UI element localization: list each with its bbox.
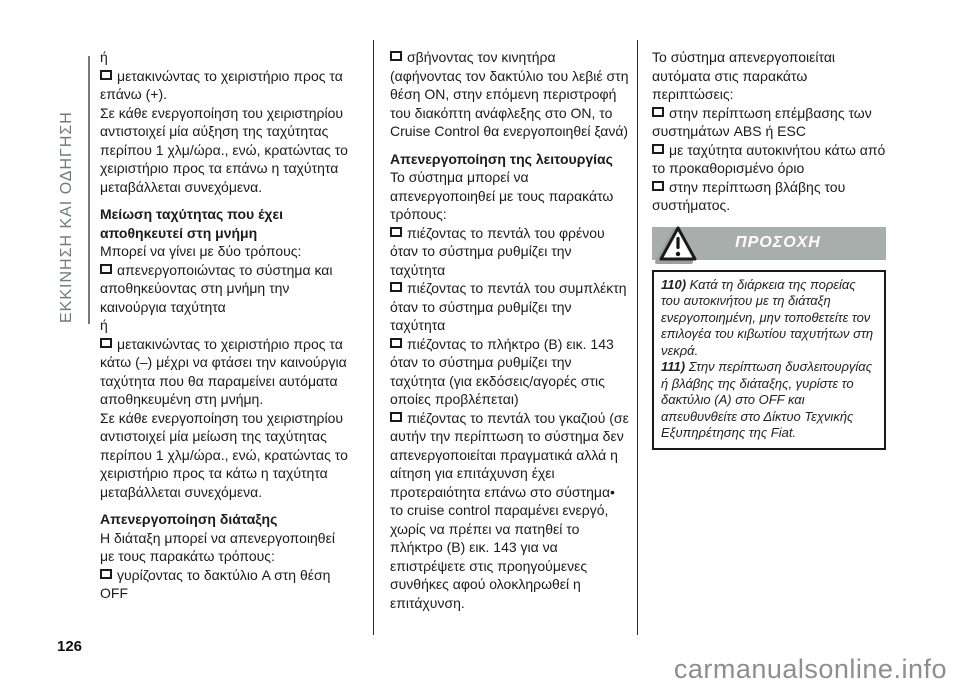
bullet-item: μετακινώντας το χειριστήριο προς τα κάτω (–) μέχρι να φτάσει την καινούργια ταχύτητα που θα παραμείνει αυτόματα αποθηκευμένη στη μνήμη.: [100, 335, 347, 407]
paragraph: Το σύστημα απενεργοποιείται αυτόματα στις παρακάτω περιπτώσεις:: [652, 49, 836, 102]
bullet-square-icon: [390, 51, 402, 61]
note-number: 111): [661, 359, 689, 374]
bullet-item: με ταχύτητα αυτοκινήτου κάτω από το προκαθορισμένο όριο: [652, 141, 886, 176]
bullet-item: στην περίπτωση επέμβασης των συστημάτων ABS ή ESC: [652, 104, 872, 139]
notes-box: [652, 270, 886, 450]
bullet-square-icon: [390, 282, 402, 292]
bullet-square-icon: [100, 338, 112, 348]
paragraph: ή: [100, 317, 108, 333]
paragraph: Μπορεί να γίνει με δύο τρόπους:: [100, 243, 302, 259]
chapter-label-rule: [88, 56, 90, 324]
text-column-3: [652, 48, 886, 450]
watermark-text: carmanualsonline.info: [673, 654, 947, 684]
warning-triangle-icon: [655, 224, 701, 266]
section-heading: Απενεργοποίηση της λειτουργίας: [390, 150, 613, 167]
section-heading: Μείωση ταχύτητας που έχει αποθηκευτεί στη μνήμη: [100, 206, 283, 241]
bullet-item: απενεργοποιώντας το σύστημα και αποθηκεύοντας στη μνήμη την καινούργια ταχύτητα: [100, 261, 333, 315]
text-column-1: [100, 48, 352, 603]
bullet-item: πιέζοντας το πεντάλ του γκαζιού (σε αυτήν την περίπτωση το σύστημα δεν απενεργοποιείται πραγματικά αλλά η αίτηση για επιτάχυνση έχει προτεραιότητα επάνω στο σύστημα• το cruise control παραμένει ενεργό, χωρίς να πρέπει να πατηθεί το πλήκτρο (B) εικ. 143 για να επιστρέψετε στις προηγούμενες συνθήκες αφού ολοκληρωθεί η επιτάχυνση.: [390, 409, 629, 611]
bullet-square-icon: [652, 144, 664, 154]
bullet-item: πιέζοντας το πλήκτρο (B) εικ. 143 όταν το σύστημα ρυθμίζει την ταχύτητα (για εκδόσεις/αγορές στις οποίες προβλέπεται): [390, 335, 614, 407]
bullet-square-icon: [652, 107, 664, 117]
page-number: 126: [57, 638, 83, 655]
caution-title: ΠΡΟΣΟΧΗ: [735, 233, 821, 251]
bullet-item: στην περίπτωση βλάβης του συστήματος.: [652, 178, 846, 213]
paragraph: Η διάταξη μπορεί να απενεργοποιηθεί με τους παρακάτω τρόπους:: [100, 529, 335, 564]
paragraph: Το σύστημα μπορεί να απενεργοποιηθεί με τους παρακάτω τρόπους:: [390, 169, 614, 222]
bullet-square-icon: [390, 412, 402, 422]
bullet-square-icon: [100, 70, 112, 80]
text-column-2: [390, 48, 630, 612]
caution-header: [652, 227, 886, 260]
note-item: 110) Κατά τη διάρκεια της πορείας του αυτοκινήτου με τη διάταξη ενεργοποιημένη, μην τοποθετείτε τον επιλογέα του κιβωτίου ταχυτήτων στη νεκρά.: [661, 276, 874, 358]
bullet-item: σβήνοντας τον κινητήρα (αφήνοντας τον δακτύλιο του λεβιέ στη θέση ON, στην επόμενη περιστροφή του διακόπτη ανάφλεξης στο ON, το Cruise Control θα ενεργοποιηθεί ξανά): [390, 49, 629, 139]
bullet-square-icon: [390, 227, 402, 237]
paragraph: Σε κάθε ενεργοποίηση του χειριστηρίου αντιστοιχεί μία μείωση της ταχύτητας περίπου 1 χλμ/ώρα., ενώ, κρατώντας το χειριστήριο προς τα κάτω η ταχύτητα μεταβάλλεται συνεχόμενα.: [100, 409, 348, 500]
bullet-item: μετακινώντας το χειριστήριο προς τα επάνω (+).: [100, 67, 343, 102]
bullet-item: πιέζοντας το πεντάλ του συμπλέκτη όταν το σύστημα ρυθμίζει την ταχύτητα: [390, 280, 627, 333]
section-heading: Απενεργοποίηση διάταξης: [100, 511, 278, 527]
bullet-square-icon: [100, 569, 112, 579]
paragraph: ή: [100, 49, 108, 65]
column-divider: [373, 40, 374, 635]
column-divider: [637, 40, 638, 635]
bullet-item: πιέζοντας το πεντάλ του φρένου όταν το σύστημα ρυθμίζει την ταχύτητα: [390, 224, 605, 278]
note-item: 111) Στην περίπτωση δυσλειτουργίας ή βλάβης της διάταξης, γυρίστε το δακτύλιο (A) στο OFF και απευθυνθείτε στο Δίκτυο Τεχνικής Εξυπηρέτησης της Fiat.: [661, 359, 873, 440]
paragraph: Σε κάθε ενεργοποίηση του χειριστηρίου αντιστοιχεί μία αύξηση της ταχύτητας περίπου 1 χλμ/ώρα., ενώ, κρατώντας το χειριστήριο προς τα επάνω η ταχύτητα μεταβάλλεται συνεχόμενα.: [100, 104, 348, 195]
bullet-square-icon: [390, 338, 402, 348]
bullet-square-icon: [100, 264, 112, 274]
note-number: 110): [661, 276, 690, 292]
bullet-item: γυρίζοντας το δακτύλιο A στη θέση OFF: [100, 566, 331, 601]
bullet-square-icon: [652, 181, 664, 191]
chapter-label: ΕΚΚΙΝΗΣΗ ΚΑΙ ΟΔΗΓΗΣΗ: [58, 111, 75, 323]
text-column-3-blocks: [652, 48, 886, 215]
